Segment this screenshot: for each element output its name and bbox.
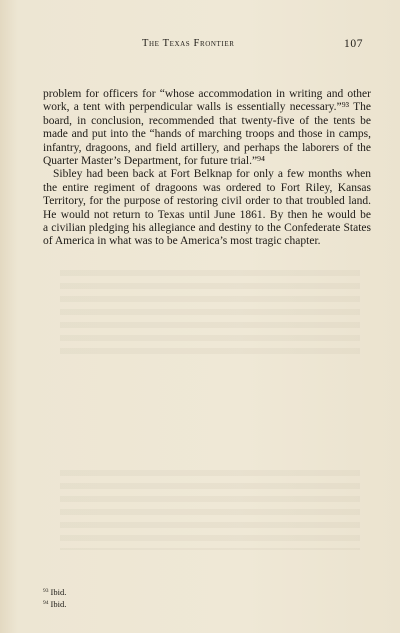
show-through-texture (60, 470, 360, 550)
footnotes (43, 586, 66, 610)
show-through-texture (60, 270, 360, 360)
footnote (43, 598, 66, 610)
footnote-text: Ibid. (50, 599, 67, 609)
text-line: board, in conclusion, recommended that twenty-five of the tents be (43, 114, 371, 127)
running-head (0, 38, 400, 52)
text-line: He would not return to Texas until June 1861. By then he would be (43, 208, 371, 221)
text-line: a civilian pledging his allegiance and destiny to the Confederate States (43, 222, 371, 235)
running-title: The Texas Frontier (142, 38, 235, 49)
footnote-number: 94 (43, 600, 49, 606)
footnote (43, 586, 66, 598)
text-line: of America in what was to be America’s most tragic chapter. (43, 235, 321, 248)
text-line: infantry, dragoons, and field artillery, and perhaps the laborers of the (43, 141, 371, 154)
footnote-number: 93 (43, 588, 49, 594)
text-line: problem for officers for “whose accommodation in writing and other (43, 88, 371, 100)
footnote-text: Ibid. (50, 587, 67, 597)
text-line: Territory, for the purpose of restoring civil order to that troubled land. (43, 195, 371, 208)
text-line: work, a tent with perpendicular walls is essentially necessary.”⁹³ The (43, 101, 371, 114)
text-line: Sibley had been back at Fort Belknap for only a few months when (53, 168, 371, 181)
text-line: Quarter Master’s Department, for future trial.”⁹⁴ (43, 155, 266, 168)
body-text (43, 88, 371, 249)
text-line: the entire regiment of dragoons was ordered to Fort Riley, Kansas (43, 181, 371, 194)
page-number: 107 (344, 38, 364, 50)
text-line: made and put into the “hands of marching troops and those in camps, (43, 128, 371, 141)
